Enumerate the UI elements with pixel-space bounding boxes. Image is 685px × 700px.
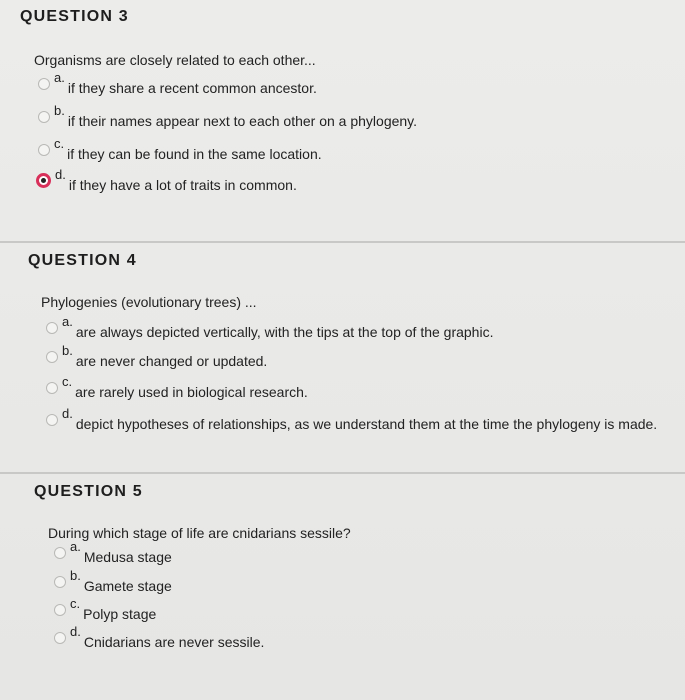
question-4-prompt: Phylogenies (evolutionary trees) ... [41, 294, 257, 310]
option-text: are never changed or updated. [75, 353, 268, 369]
q4-option-d[interactable] [46, 408, 657, 432]
option-letter: d. [55, 167, 66, 182]
radio-button[interactable] [38, 78, 50, 90]
option-text: are always depicted vertically, with the tips at the top of the graphic. [75, 324, 494, 340]
question-3-prompt: Organisms are closely related to each other... [34, 52, 316, 68]
radio-button[interactable] [38, 111, 50, 123]
option-letter: c. [54, 136, 65, 151]
q4-option-a[interactable] [46, 316, 493, 340]
radio-button[interactable] [38, 144, 50, 156]
radio-button[interactable] [54, 604, 66, 616]
option-text: if they can be found in the same location. [67, 146, 322, 162]
q3-option-a[interactable] [38, 72, 317, 96]
radio-button[interactable] [54, 547, 66, 559]
question-5-prompt: During which stage of life are cnidarians sessile? [48, 525, 351, 541]
section-divider [0, 472, 685, 474]
option-text: Gamete stage [83, 578, 172, 594]
q4-option-c[interactable] [46, 376, 308, 400]
option-text: depict hypotheses of relationships, as we understand them at the time the phylogeny is made. [75, 416, 658, 432]
option-letter: a. [62, 314, 73, 329]
radio-button[interactable] [46, 382, 58, 394]
option-text: are rarely used in biological research. [75, 384, 308, 400]
q3-option-b[interactable] [38, 105, 417, 129]
option-letter: d. [70, 624, 81, 639]
q4-option-b[interactable] [46, 345, 267, 369]
radio-button-selected[interactable] [36, 173, 51, 188]
option-text: if they share a recent common ancestor. [67, 80, 317, 96]
q5-option-b[interactable] [54, 570, 172, 594]
option-letter: b. [54, 103, 65, 118]
radio-button[interactable] [46, 322, 58, 334]
radio-button[interactable] [46, 351, 58, 363]
q5-option-d[interactable] [54, 626, 264, 650]
question-4-title: QUESTION 4 [28, 252, 137, 269]
q5-option-c[interactable] [54, 598, 156, 622]
option-text: if they have a lot of traits in common. [68, 177, 297, 193]
option-letter: c. [70, 596, 81, 611]
question-3-title: QUESTION 3 [20, 8, 129, 25]
q5-option-a[interactable] [54, 541, 172, 565]
option-letter: b. [62, 343, 73, 358]
q3-option-d[interactable] [36, 169, 297, 193]
q3-option-c[interactable] [38, 138, 322, 162]
option-letter: a. [70, 539, 81, 554]
option-text: Cnidarians are never sessile. [83, 634, 265, 650]
option-text: if their names appear next to each other on a phylogeny. [67, 113, 418, 129]
question-5-title: QUESTION 5 [34, 483, 143, 500]
option-letter: c. [62, 374, 73, 389]
option-letter: a. [54, 70, 65, 85]
option-text: Medusa stage [83, 549, 172, 565]
section-divider [0, 241, 685, 243]
option-letter: d. [62, 406, 73, 421]
option-text: Polyp stage [83, 606, 157, 622]
radio-button[interactable] [54, 632, 66, 644]
radio-button[interactable] [54, 576, 66, 588]
option-letter: b. [70, 568, 81, 583]
radio-button[interactable] [46, 414, 58, 426]
